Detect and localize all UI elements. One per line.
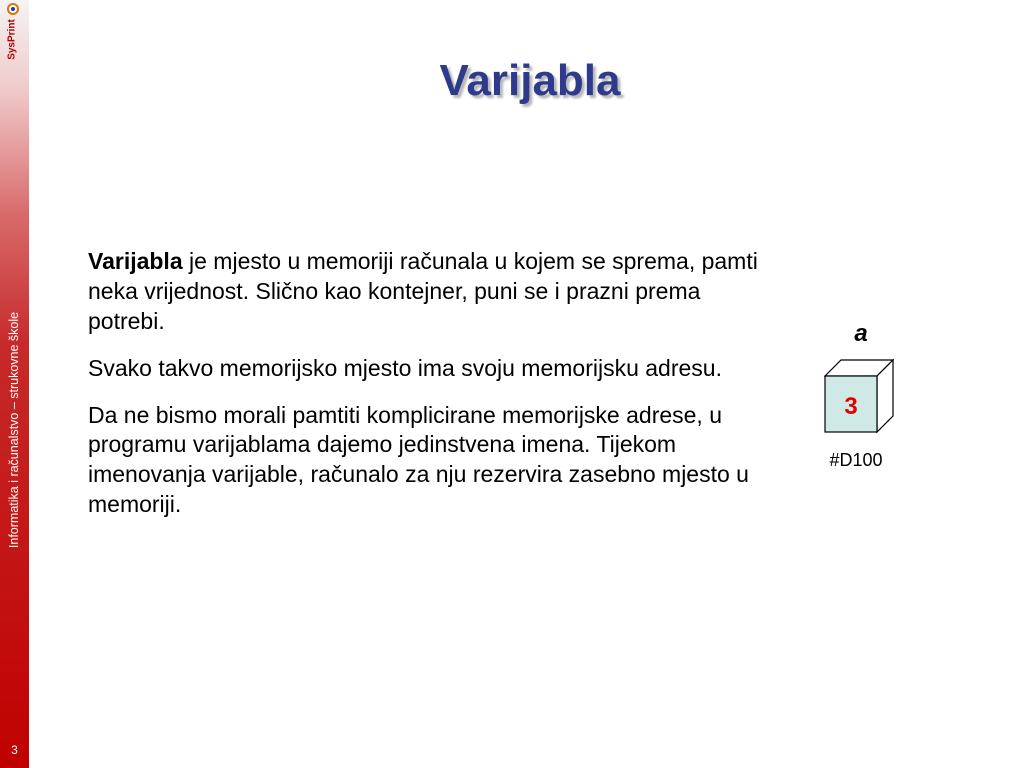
cube-value: 3 (844, 393, 858, 420)
logo-text: SysPrint (6, 19, 18, 60)
paragraph-address: Svako takvo memorijsko mjesto ima svoju memorijsku adresu. (88, 354, 722, 381)
paragraph-definition (88, 247, 778, 337)
memory-address-label: #D100 (829, 450, 883, 470)
paragraph-naming: Da ne bismo morali pamtiti komplicirane memorijske adrese, u programu varijablama dajemo jedinstvena imena. Tijekom imenovanja varijable, računalo za nju rezervira zasebno mjesto u memoriji. (88, 401, 749, 518)
slide-body (88, 247, 778, 537)
slide-number: 3 (11, 743, 18, 757)
sidebar (0, 0, 29, 768)
sidebar-caption: Informatika i računalstvo – strukovne škole (7, 311, 21, 549)
slide-title: Varijabla (439, 56, 621, 105)
variable-name-label: a (854, 320, 868, 347)
term-bold: Varijabla (88, 248, 183, 274)
definition-text: je mjesto u memoriji računala u kojem se sprema, pamti neka vrijednost. Slično kao kontejner, puni se i prazni prema potrebi. (88, 248, 758, 334)
sysprint-logo (5, 2, 25, 64)
logo-ring-icon (7, 3, 19, 15)
